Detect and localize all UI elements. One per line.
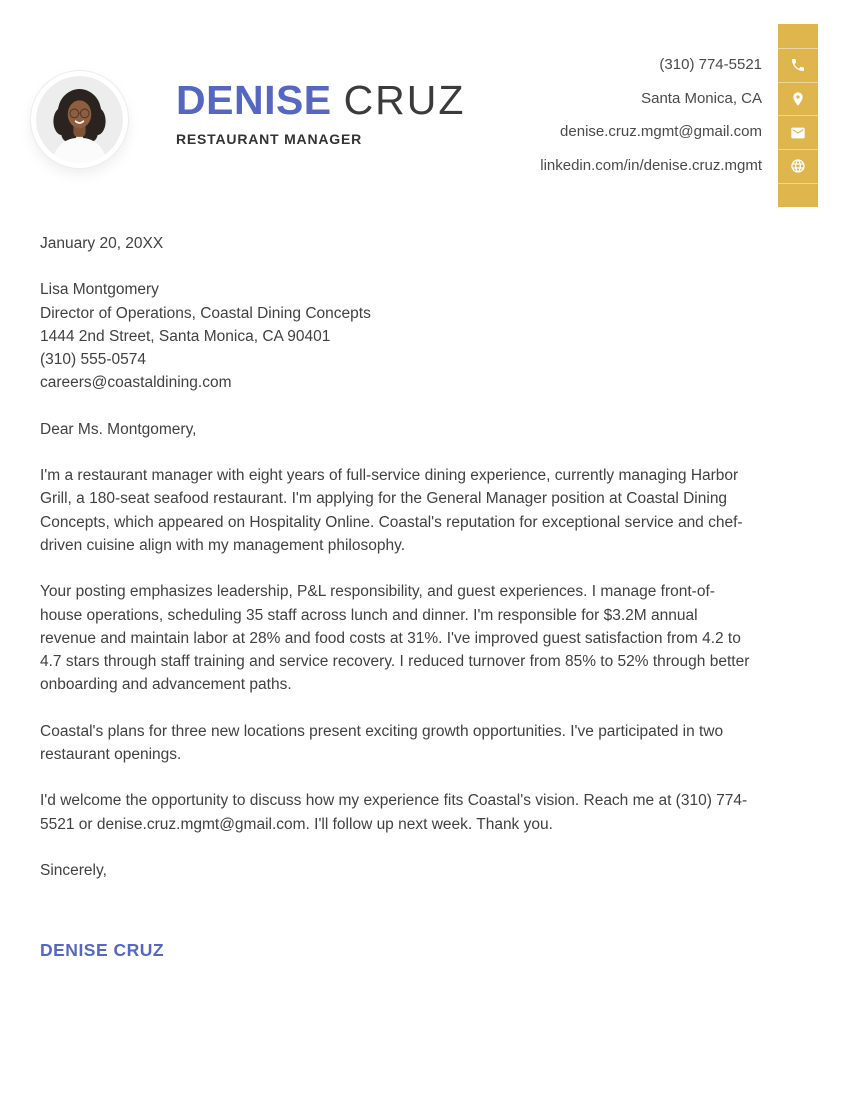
signature: DENISE CRUZ	[40, 940, 165, 961]
contact-info	[540, 48, 762, 182]
contact-phone: (310) 774-5521	[659, 56, 762, 74]
salutation: Dear Ms. Montgomery,	[40, 420, 197, 438]
letter-body	[0, 210, 810, 963]
recipient-title: Director of Operations, Coastal Dining Concepts	[40, 304, 371, 322]
paragraph-growth: Coastal's plans for three new locations present exciting growth opportunities. I've participated in two restaurant openings.	[40, 722, 724, 764]
recipient-block	[40, 278, 750, 394]
first-name: DENISE	[176, 77, 332, 123]
last-name: CRUZ	[343, 77, 466, 123]
globe-icon	[778, 149, 818, 183]
letterhead	[0, 0, 850, 210]
avatar-photo-illustration	[36, 76, 123, 163]
paragraph-intro: I'm a restaurant manager with eight years of full-service dining experience, currently managing Harbor Grill, a 180-seat seafood restaurant. I'm applying for the General Manager position at Coastal Dining Concepts, which appeared on Hospitality Online. Coastal's reputation for exceptional service and chef-driven cuisine align with my management philosophy.	[40, 467, 743, 554]
avatar	[31, 71, 128, 168]
recipient-name: Lisa Montgomery	[40, 281, 159, 299]
contact-icon-rail	[778, 24, 818, 207]
phone-icon	[778, 48, 818, 82]
recipient-email: careers@coastaldining.com	[40, 374, 232, 392]
rail-spacer	[778, 183, 818, 207]
recipient-address: 1444 2nd Street, Santa Monica, CA 90401	[40, 327, 331, 345]
contact-linkedin: linkedin.com/in/denise.cruz.mgmt	[540, 156, 762, 174]
page-title	[176, 77, 466, 123]
contact-email: denise.cruz.mgmt@gmail.com	[560, 123, 762, 141]
recipient-phone: (310) 555-0574	[40, 351, 146, 369]
paragraph-experience: Your posting emphasizes leadership, P&L responsibility, and guest experiences. I manage front-of-house operations, scheduling 35 staff across lunch and dinner. I'm responsible for $3.2M annual revenue and maintain labor at 28% and food costs at 31%. I've improved guest satisfaction from 4.2 to 4.7 stars through staff training and service recovery. I reduced turnover from 85% to 52% through better onboarding and advancement paths.	[40, 583, 750, 694]
email-icon	[778, 115, 818, 149]
closing: Sincerely,	[40, 861, 107, 879]
location-icon	[778, 82, 818, 116]
letter-date: January 20, 20XX	[40, 235, 164, 252]
rail-spacer	[778, 24, 818, 48]
job-title: RESTAURANT MANAGER	[176, 131, 363, 147]
contact-location: Santa Monica, CA	[641, 89, 762, 107]
paragraph-callto-action: I'd welcome the opportunity to discuss how my experience fits Coastal's vision. Reach me at (310) 774-5521 or denise.cruz.mgmt@gmail.com. I'll follow up next week. Thank you.	[40, 792, 748, 833]
